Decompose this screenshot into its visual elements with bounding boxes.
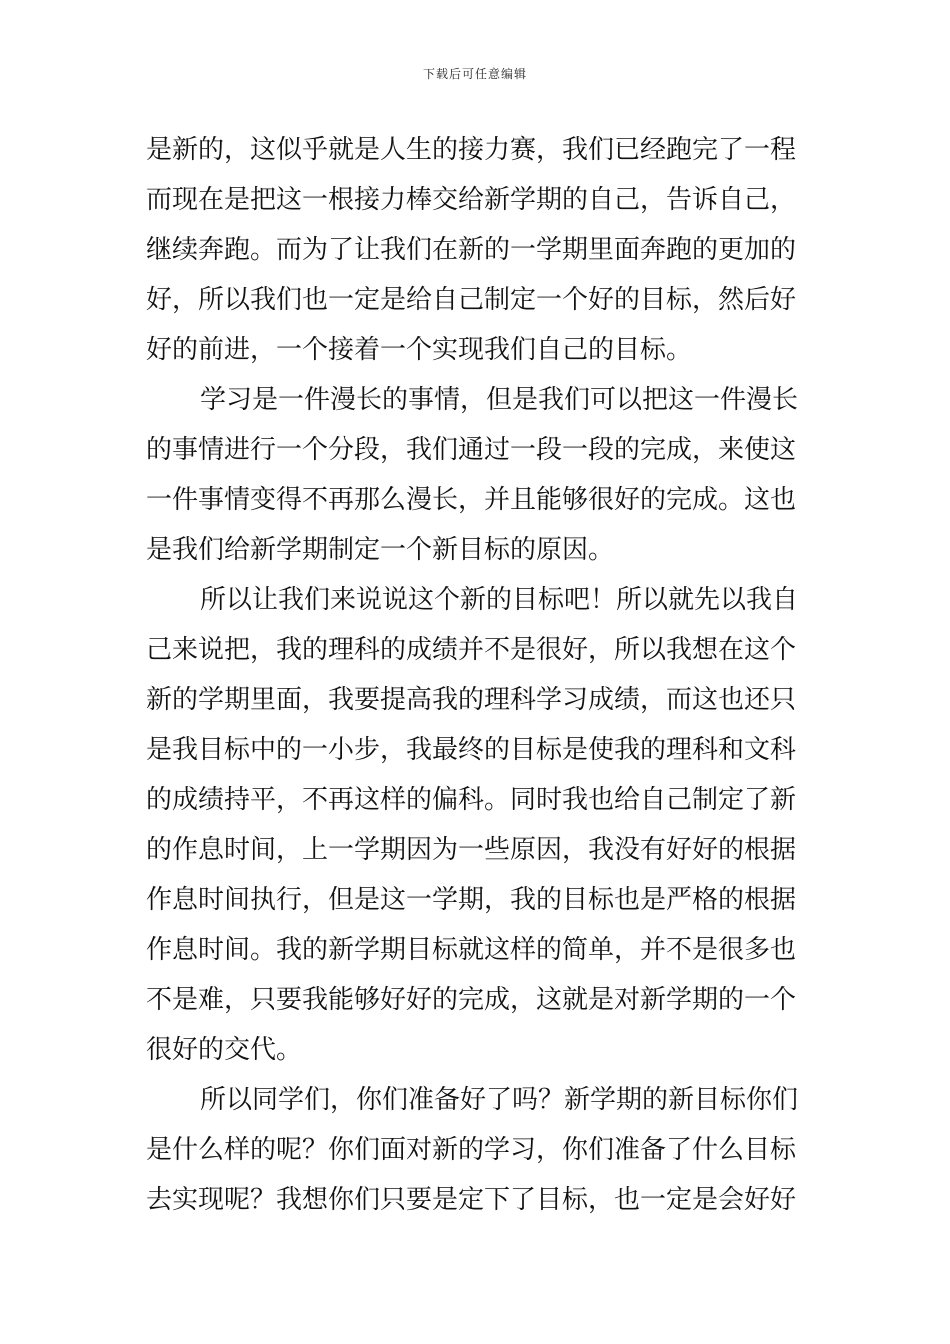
text-line: 的成绩持平，不再这样的偏科。同时我也给自己制定了新 xyxy=(146,785,797,815)
text-line: 所以让我们来说说这个新的目标吧！所以就先以我自 xyxy=(200,585,799,615)
text-line: 不是难，只要我能够好好的完成，这就是对新学期的一个 xyxy=(146,985,797,1015)
paragraph-4 xyxy=(146,1075,808,1225)
text-line: 而现在是把这一根接力棒交给新学期的自己，告诉自己， xyxy=(146,185,797,215)
text-line: 作息时间执行，但是这一学期，我的目标也是严格的根据 xyxy=(146,885,797,915)
text-line: 好的前进，一个接着一个实现我们自己的目标。 xyxy=(146,335,693,365)
text-line: 所以同学们，你们准备好了吗？新学期的新目标你们 xyxy=(200,1085,799,1115)
text-line: 去实现呢？我想你们只要是定下了目标，也一定是会好好 xyxy=(146,1185,797,1215)
page-header: 下载后可任意编辑 xyxy=(422,67,527,81)
paragraph-3 xyxy=(146,575,808,1075)
text-line: 继续奔跑。而为了让我们在新的一学期里面奔跑的更加的 xyxy=(146,235,797,265)
text-line: 一件事情变得不再那么漫长，并且能够很好的完成。这也 xyxy=(146,485,797,515)
text-line: 很好的交代。 xyxy=(146,1035,303,1065)
document-body xyxy=(146,125,808,1225)
text-line: 新的学期里面，我要提高我的理科学习成绩，而这也还只 xyxy=(146,685,797,715)
text-line: 作息时间。我的新学期目标就这样的简单，并不是很多也 xyxy=(146,935,797,965)
text-line: 是我们给新学期制定一个新目标的原因。 xyxy=(146,535,615,565)
text-line: 己来说把，我的理科的成绩并不是很好，所以我想在这个 xyxy=(146,635,797,665)
paragraph-1 xyxy=(146,125,808,375)
text-line: 是什么样的呢？你们面对新的学习，你们准备了什么目标 xyxy=(146,1135,797,1165)
text-line: 学习是一件漫长的事情，但是我们可以把这一件漫长 xyxy=(200,385,799,415)
text-line: 是我目标中的一小步，我最终的目标是使我的理科和文科 xyxy=(146,735,797,765)
text-line: 的作息时间，上一学期因为一些原因，我没有好好的根据 xyxy=(146,835,797,865)
text-line: 好，所以我们也一定是给自己制定一个好的目标，然后好 xyxy=(146,285,797,315)
text-line: 的事情进行一个分段，我们通过一段一段的完成，来使这 xyxy=(146,435,797,465)
text-line: 是新的，这似乎就是人生的接力赛，我们已经跑完了一程 xyxy=(146,135,797,165)
paragraph-2 xyxy=(146,375,808,575)
